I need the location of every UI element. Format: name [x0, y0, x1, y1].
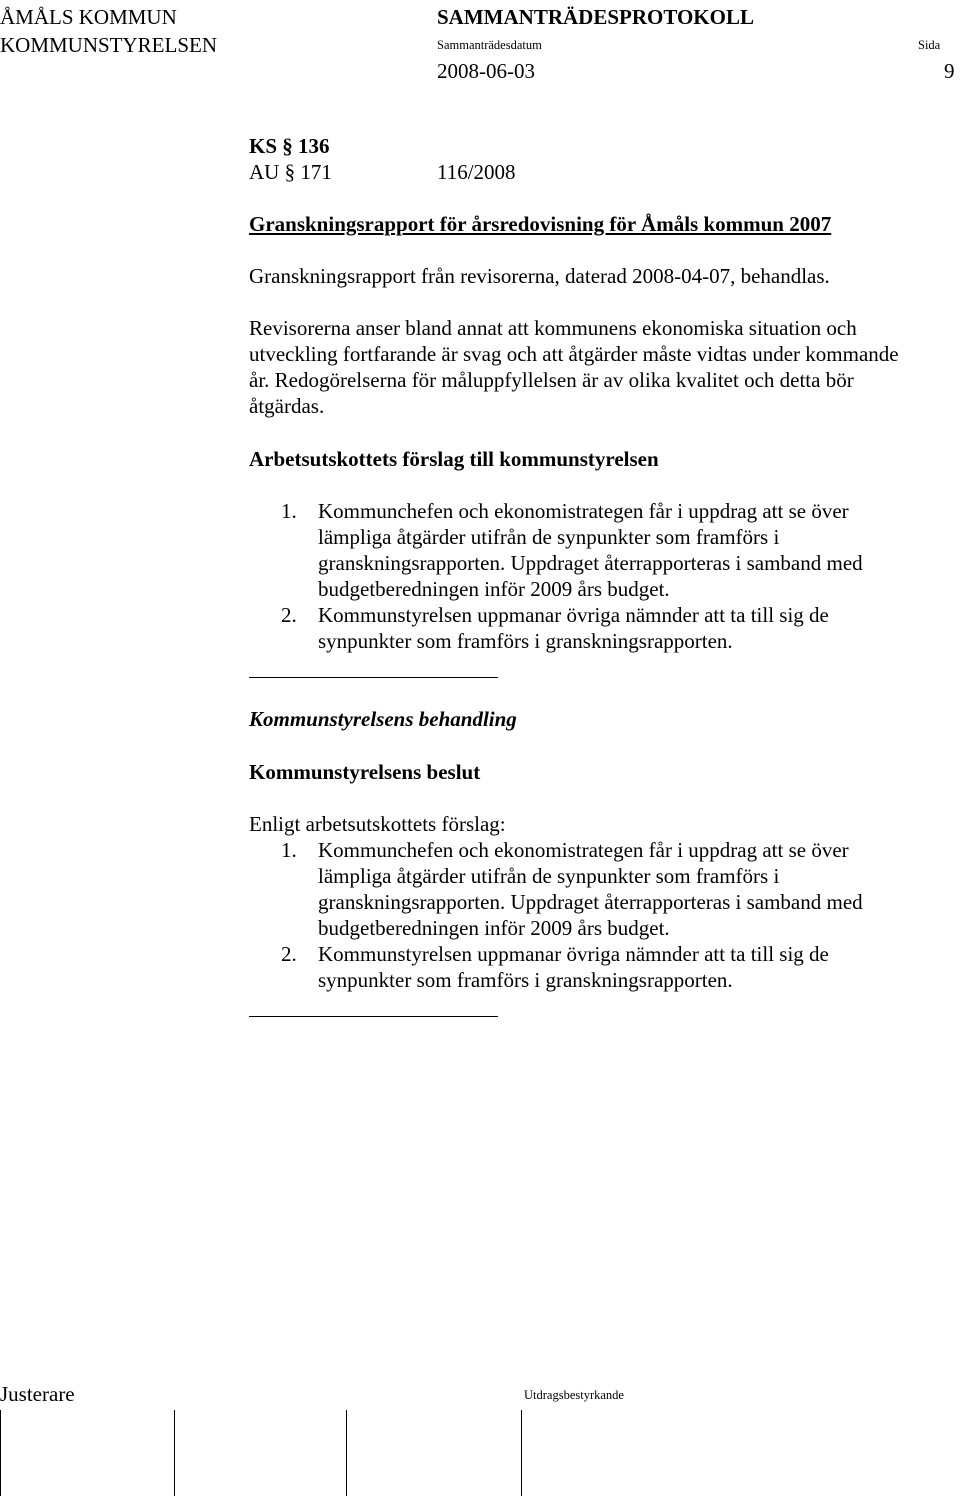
meeting-date: 2008-06-03: [437, 59, 535, 83]
justerare-label: Justerare: [0, 1382, 75, 1406]
decision-item-text: Kommunchefen och ekonomistrategen får i uppdrag att se över lämpliga åtgärder utifrån de synpunkter som framförs i granskningsrapporten. Uppdraget återrapporteras i samband med budgetberedningen inför 2009 års budget.: [318, 838, 863, 940]
page-number: 9: [944, 59, 955, 83]
signature-box-divider: [521, 1410, 522, 1496]
document-type: SAMMANTRÄDESPROTOKOLL: [437, 5, 754, 29]
decision-item-number: 2.: [281, 942, 297, 966]
date-label: Sammanträdesdatum: [437, 38, 542, 52]
decision-intro: Enligt arbetsutskottets förslag:: [249, 812, 506, 836]
signature-box-divider: [174, 1410, 175, 1496]
section-divider: [249, 677, 498, 678]
case-number: 116/2008: [437, 160, 516, 184]
body-paragraph: Revisorerna anser bland annat att kommunens ekonomiska situation och utveckling fortfarande är svag och att åtgärder måste vidtas under kommande år. Redogörelserna för måluppfyllelsen är av olika kvalitet och detta bör åtgärdas.: [249, 316, 899, 418]
case-title: Granskningsrapport för årsredovisning för Åmåls kommun 2007: [249, 212, 832, 236]
proposal-item-number: 1.: [281, 499, 297, 523]
signature-box-divider: [346, 1410, 347, 1496]
decision-item-number: 1.: [281, 838, 297, 862]
ks-paragraph-number: KS § 136: [249, 134, 330, 158]
board-name: KOMMUNSTYRELSEN: [0, 33, 218, 57]
proposal-item-text: Kommunchefen och ekonomistrategen får i uppdrag att se över lämpliga åtgärder utifrån de synpunkter som framförs i granskningsrapporten. Uppdraget återrapporteras i samband med budgetberedningen inför 2009 års budget.: [318, 499, 863, 601]
section-divider: [249, 1016, 498, 1017]
signature-box-divider: [0, 1410, 1, 1496]
proposal-item-number: 2.: [281, 603, 297, 627]
decision-heading: Kommunstyrelsens beslut: [249, 760, 481, 784]
au-paragraph-number: AU § 171: [249, 160, 332, 184]
extract-certification-label: Utdragsbestyrkande: [524, 1388, 624, 1402]
proposal-heading: Arbetsutskottets förslag till kommunstyrelsen: [249, 447, 659, 471]
decision-item-text: Kommunstyrelsen uppmanar övriga nämnder att ta till sig de synpunkter som framförs i granskningsrapporten.: [318, 942, 829, 992]
intro-text: Granskningsrapport från revisorerna, daterad 2008-04-07, behandlas.: [249, 264, 830, 288]
page-label: Sida: [918, 38, 941, 52]
organization-name: ÅMÅLS KOMMUN: [0, 5, 177, 29]
handling-heading: Kommunstyrelsens behandling: [249, 707, 517, 731]
proposal-item-text: Kommunstyrelsen uppmanar övriga nämnder att ta till sig de synpunkter som framförs i granskningsrapporten.: [318, 603, 829, 653]
